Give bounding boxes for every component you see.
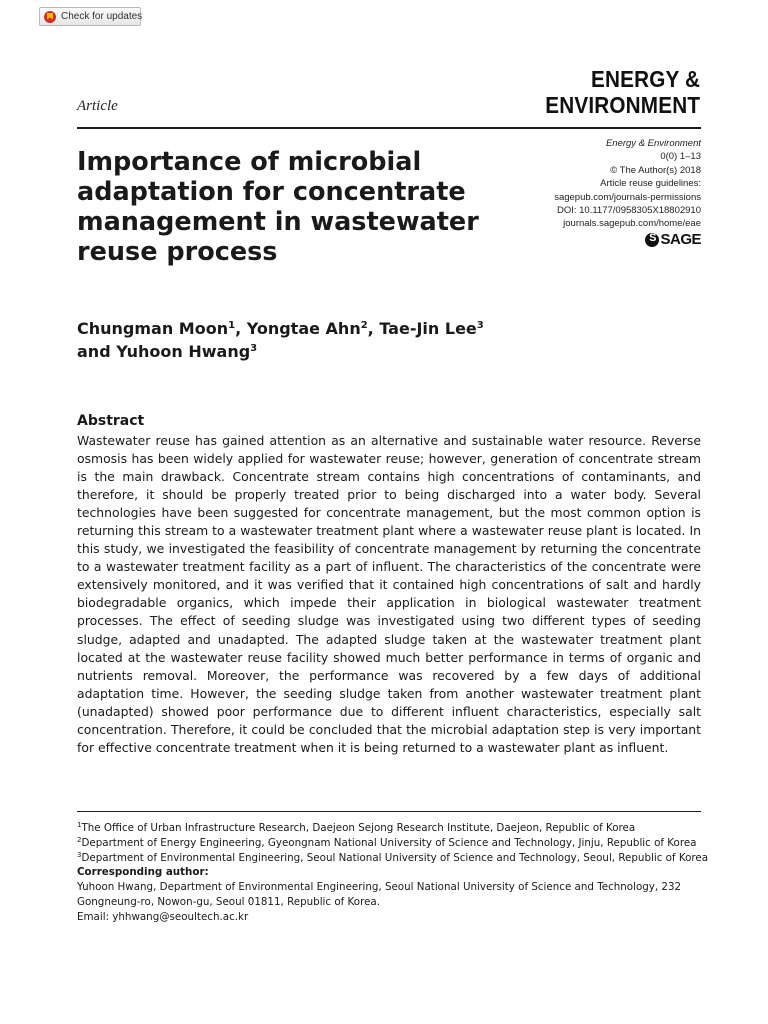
publisher-logo [554, 233, 701, 247]
meta-copyright: © The Author(s) 2018 [610, 164, 701, 176]
corresponding-author-address-line2: Gongneung-ro, Nowon-gu, Seoul 01811, Republic of Korea. [77, 895, 381, 908]
abstract-body: Wastewater reuse has gained attention as an alternative and sustainable water resource. Reverse osmosis has been widely applied for wastewater reuse; however, generation of concentrate stream is the main drawback. Concentrate stream contains high concentrations of contaminants, and therefore, it should be properly treated prior to being discharged into a water body. Several technologies have been suggested for concentrate management, but the most common option is returning this stream to a wastewater treatment plant where a wastewater reuse plant is located. In this study, we investigated the feasibility of concentrate management by returning the concentrate to a wastewater treatment facility as a part of influent. The characteristics of the concentrate were extensively monitored, and it was verified that it contained high concentrations of salt and hardly biodegradable organics, which impede their application in biological wastewater treatment processes. The effect of seeding sludge was investigated using two different types of seeding sludge, adapted and unadapted. The adapted sludge taken at the wastewater treatment plant located at the wastewater reuse facility showed much better performance in terms of organic and nutrients removal. Moreover, the performance was recovered by a few days of additional adaptation time. However, the seeding sludge taken from another wastewater treatment plant (unadapted) showed poor performance due to different influent characteristics, especially salt concentration. Therefore, it could be concluded that the microbial adaptation step is very important for effective concentrate treatment when it is being returned to a wastewater plant as influent. [77, 433, 701, 755]
author-name: and Yuhoon Hwang [77, 342, 251, 361]
abstract-heading: Abstract [77, 413, 145, 429]
meta-reuse-link[interactable]: sagepub.com/journals-permissions [554, 191, 701, 203]
affiliation-text: Department of Environmental Engineering, Seoul National University of Science and Technology, Seoul, Republic of Korea [81, 851, 709, 864]
footnotes [77, 821, 707, 925]
author-list [77, 317, 577, 363]
journal-logo-line1: ENERGY & [590, 66, 700, 92]
article-type-label: Article [77, 98, 118, 114]
affiliation-item [77, 851, 707, 866]
meta-volume: 0(0) 1–13 [660, 151, 701, 163]
affiliation-item [77, 821, 707, 836]
corresponding-author-email[interactable]: Email: yhhwang@seoultech.ac.kr [77, 910, 249, 923]
author-affiliation-mark: 3 [250, 343, 258, 354]
author-affiliation-mark: 2 [360, 320, 368, 331]
author-name: Tae-Jin Lee [379, 319, 477, 338]
meta-journal-name: Energy & Environment [605, 138, 701, 149]
affiliation-item [77, 836, 707, 851]
corresponding-author-address-line1: Yuhoon Hwang, Department of Environmental Engineering, Seoul National University of Science and Technology, 232 [77, 881, 682, 894]
meta-doi[interactable]: DOI: 10.1177/0958305X18802910 [556, 205, 701, 217]
crossmark-icon [44, 11, 56, 23]
paper-title: Importance of microbial adaptation for concentrate management in wastewater reuse process [77, 147, 479, 267]
author-name: Chungman Moon [77, 319, 229, 338]
publisher-name: SAGE [660, 231, 701, 249]
corresponding-author-heading: Corresponding author: [77, 866, 209, 879]
publication-meta [554, 137, 701, 247]
author-name: Yongtae Ahn [246, 319, 361, 338]
author-separator: , [367, 319, 380, 338]
affiliation-text: The Office of Urban Infrastructure Research, Daejeon Sejong Research Institute, Daejeon, Republic of Korea [81, 822, 636, 834]
header-rule [77, 127, 701, 129]
affiliation-mark: 3 [77, 850, 82, 859]
check-for-updates-label: Check for updates [61, 11, 143, 22]
meta-reuse-label: Article reuse guidelines: [600, 178, 701, 190]
author-separator: , [235, 319, 247, 338]
meta-journal-link[interactable]: journals.sagepub.com/home/eae [563, 218, 701, 230]
journal-logo [545, 66, 700, 118]
affiliation-mark: 1 [77, 821, 82, 829]
sage-icon [645, 233, 659, 247]
author-affiliation-mark: 3 [476, 320, 484, 331]
author-affiliation-mark: 1 [228, 320, 236, 331]
check-for-updates-button[interactable] [39, 7, 141, 26]
affiliation-text: Department of Energy Engineering, Gyeongnam National University of Science and Technology, Jinju, Republic of Korea [81, 836, 697, 849]
footnote-rule [77, 811, 701, 812]
affiliation-mark: 2 [77, 835, 82, 844]
journal-logo-line2: ENVIRONMENT [545, 92, 700, 118]
